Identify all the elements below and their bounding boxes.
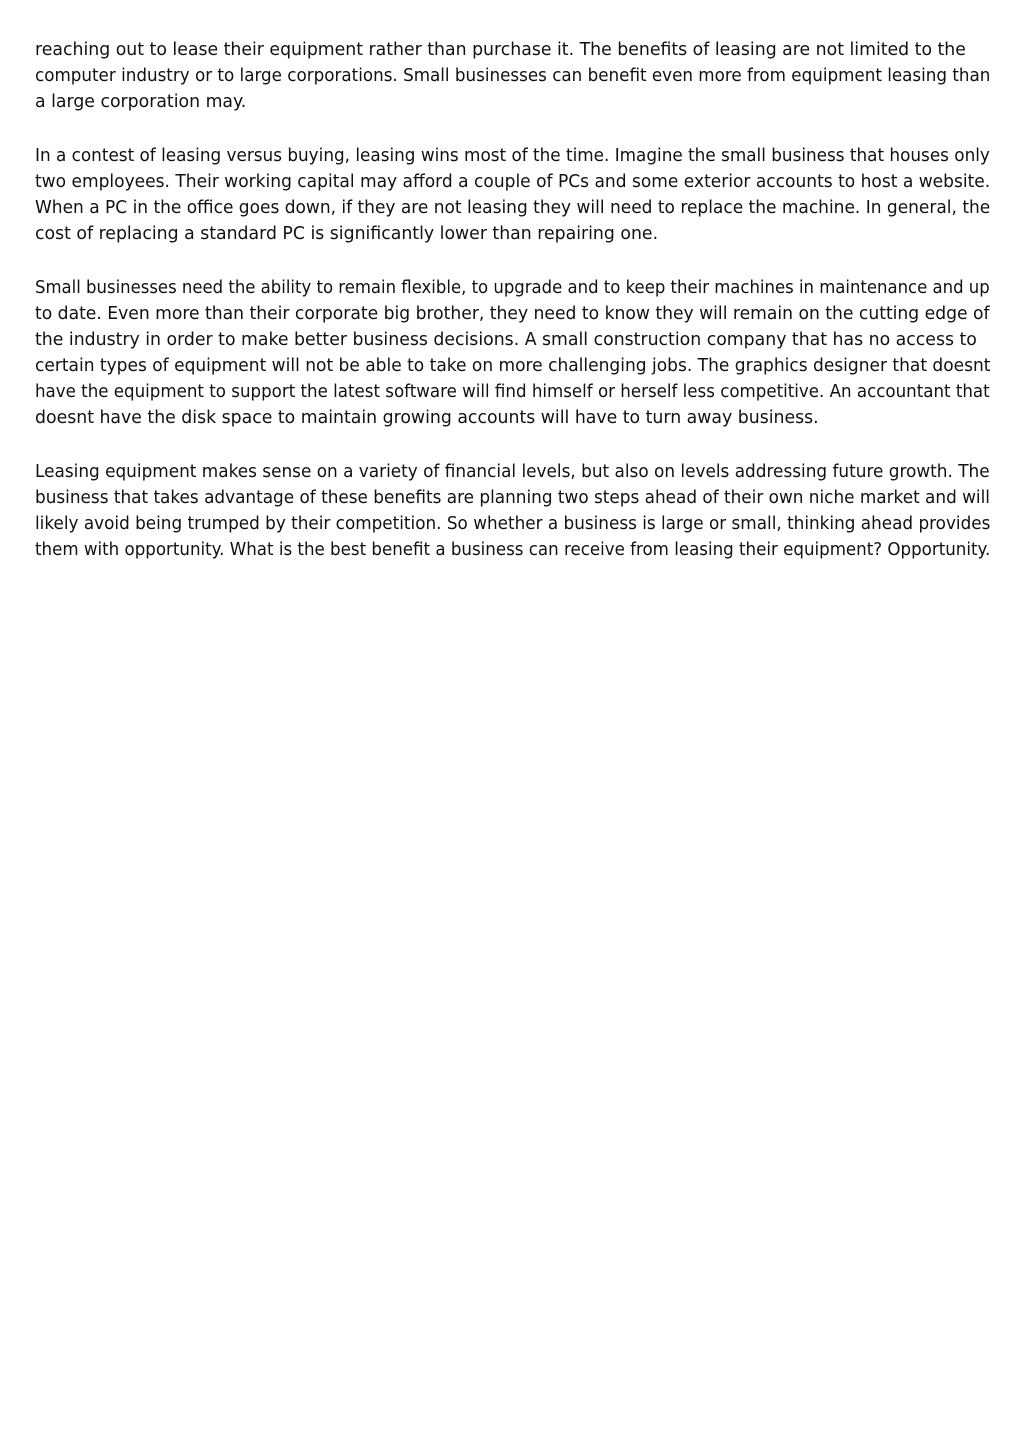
text-line: certain types of equipment will not be able to take on more challenging jobs. The graphics designer that doesnt: [35, 356, 991, 376]
text-line: doesnt have the disk space to maintain growing accounts will have to turn away business.: [35, 408, 819, 428]
text-line: business that takes advantage of these benefits are planning two steps ahead of their own niche market and will: [35, 488, 990, 508]
text-line: likely avoid being trumped by their competition. So whether a business is large or small, thinking ahead provides: [35, 514, 991, 534]
text-line: a large corporation may.: [35, 92, 247, 112]
text-line: When a PC in the office goes down, if they are not leasing they will need to replace the machine. In general, the: [35, 198, 991, 218]
text-line: to date. Even more than their corporate big brother, they need to know they will remain on the cutting edge of: [35, 304, 990, 324]
paragraph-4: [35, 459, 995, 563]
text-line: them with opportunity. What is the best benefit a business can receive from leasing their equipment? Opportunity.: [35, 540, 991, 560]
text-line: cost of replacing a standard PC is significantly lower than repairing one.: [35, 224, 659, 244]
paragraph-1: [35, 37, 995, 115]
text-line: the industry in order to make better business decisions. A small construction company that has no access to: [35, 330, 977, 350]
text-line: In a contest of leasing versus buying, leasing wins most of the time. Imagine the small business that houses only: [35, 146, 990, 166]
text-line: reaching out to lease their equipment rather than purchase it. The benefits of leasing are not limited to the: [35, 40, 966, 60]
text-line: have the equipment to support the latest software will find himself or herself less competitive. An accountant that: [35, 382, 990, 402]
paragraph-2: [35, 143, 995, 247]
document-body: [35, 37, 995, 591]
text-line: Leasing equipment makes sense on a variety of financial levels, but also on levels addressing future growth. The: [35, 462, 990, 482]
text-line: two employees. Their working capital may afford a couple of PCs and some exterior accounts to host a website.: [35, 172, 991, 192]
text-line: Small businesses need the ability to remain flexible, to upgrade and to keep their machines in maintenance and up: [35, 278, 990, 298]
paragraph-3: [35, 275, 995, 431]
text-line: computer industry or to large corporations. Small businesses can benefit even more from equipment leasing than: [35, 66, 991, 86]
